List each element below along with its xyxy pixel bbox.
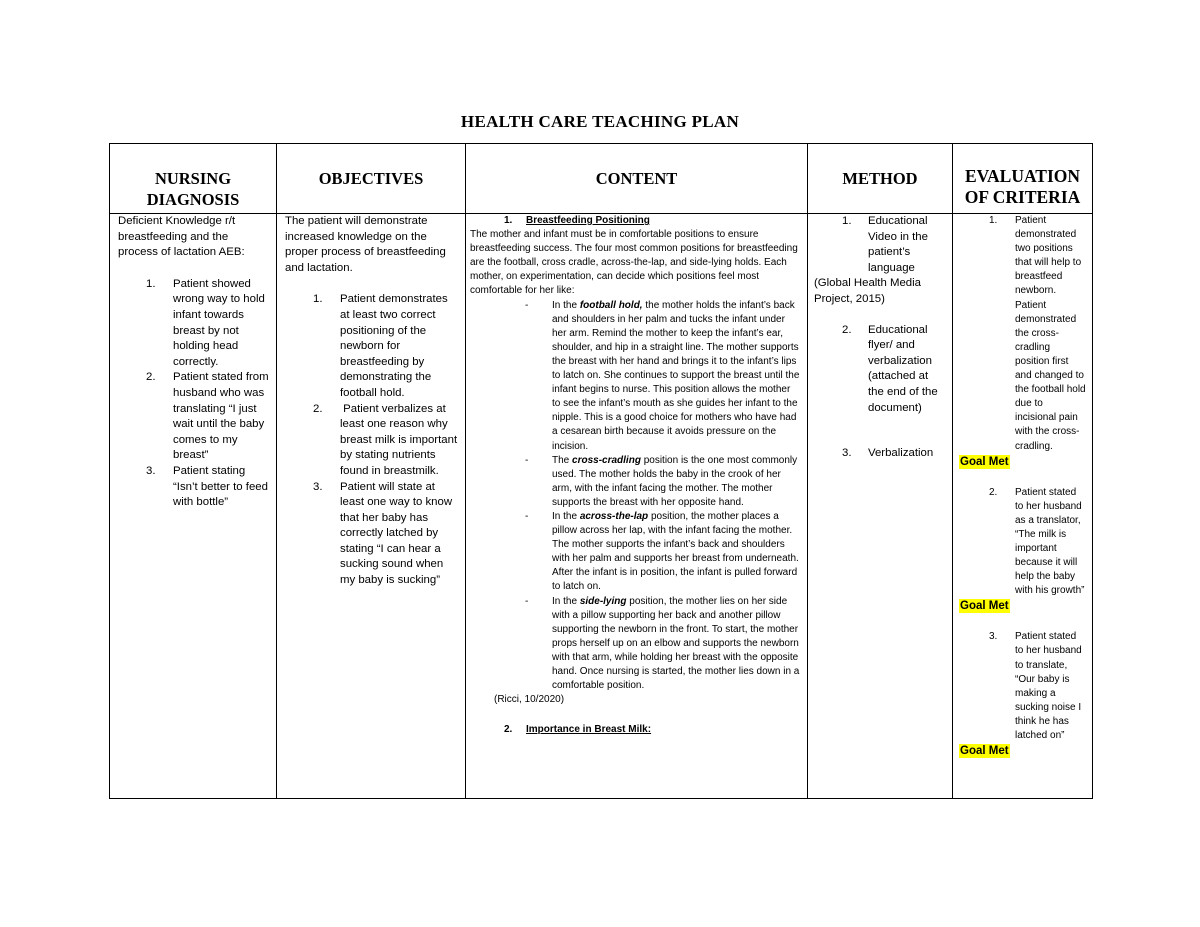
item-text: Verbalization (868, 447, 934, 460)
objectives-list (285, 292, 459, 588)
goal-met-badge: Goal Met (960, 455, 1009, 468)
item-text: Educational Video in the patient’s language (868, 215, 928, 274)
item-text: Educational flyer/ and verbalization (attached at the end of the document) (868, 323, 938, 414)
content-bullet-list (498, 299, 801, 694)
item-text: Patient verbalizes at least one reason why breast milk is important by stating nutrients found in breastmilk. (340, 402, 461, 477)
method-list-3 (814, 446, 946, 462)
method-cell (808, 214, 953, 799)
evaluation-item (959, 630, 1086, 743)
item-number: 1. (842, 215, 852, 227)
item-text: Patient stated from husband who was translating “I just wait until the baby comes to my breast” (173, 371, 269, 462)
objectives-cell (277, 214, 466, 799)
item-text: Patient stated to her husband to translate, “Our baby is making a sucking noise I think he has latched on” (1015, 631, 1082, 741)
bullet-pre: In the (552, 299, 580, 311)
item-number: 1. (313, 293, 323, 306)
diagnosis-cell (110, 214, 277, 799)
item-text: Patient stating “Isn’t better to feed with bottle” (173, 464, 268, 509)
method-citation: (Global Health Media Project, 2015) (814, 277, 921, 305)
content-paragraph: The mother and infant must be in comfortable positions to ensure breastfeeding success. The four most common positions for breastfeeding are the football, cross cradle, across-the-lap, and side-lying holds. Each mother, on experimentation, can decide which positions feel most comfortable for her like: (470, 229, 798, 297)
item-number: 3. (146, 464, 156, 477)
bullet-term: side-lying (579, 595, 627, 607)
item-text: Patient will state at least one way to know that her baby has correctly latched by stating “I can hear a sucking sound when my baby is sucking” (340, 480, 453, 587)
bullet-term: football hold, (579, 299, 643, 311)
diagnosis-list (118, 277, 270, 511)
objective-item (285, 292, 459, 401)
evaluation-list-2 (959, 486, 1086, 599)
page-title: HEALTH CARE TEACHING PLAN (460, 112, 740, 131)
item-number: 2. (146, 371, 156, 384)
item-text: Patient demonstrated two positions that will help to breastfeed newborn. Patient demonstrated the cross-cradling position first and changed to the football hold due to incisional pain with the cross-cradling. (1015, 215, 1086, 452)
bullet-pre: In the (552, 595, 580, 607)
item-number: 3. (313, 480, 323, 493)
body-row (110, 214, 1093, 799)
bullet-dash: - (525, 595, 529, 607)
section-title: Importance in Breast Milk: (526, 724, 652, 736)
bullet-post: position, the mother places a pillow across her lap, with the infant facing the mother. The mother supports the infant’s back and shoulders with her palm and supports her breast from underneath. After the infant is in position, the infant is pulled forward to latch on. (552, 510, 799, 593)
diagnosis-item (118, 277, 270, 371)
goal-met-badge: Goal Met (960, 600, 1009, 613)
evaluation-list (959, 214, 1086, 454)
diagnosis-item (118, 464, 270, 511)
section-number: 1. (504, 215, 513, 226)
item-number: 3. (989, 631, 998, 643)
header-objectives: OBJECTIVES (277, 144, 466, 214)
header-nursing-diagnosis: NURSING DIAGNOSIS (110, 144, 277, 214)
item-number: 2. (989, 486, 998, 498)
item-number: 2. (842, 323, 852, 336)
header-method: METHOD (808, 144, 953, 214)
bullet-pre: In the (552, 510, 580, 522)
content-cell (466, 214, 808, 799)
header-content: CONTENT (466, 144, 808, 214)
method-list-2 (814, 323, 946, 417)
evaluation-cell (953, 214, 1093, 799)
diagnosis-item (118, 370, 270, 464)
content-section-1-heading (466, 214, 801, 228)
content-bullet (525, 299, 801, 454)
bullet-term: cross-cradling (572, 454, 641, 466)
item-text: Patient demonstrates at least two correct positioning of the newborn for breastfeeding by demonstrating the football hold. (340, 293, 448, 399)
bullet-pre: The (552, 454, 573, 466)
header-row (110, 144, 1093, 214)
item-text: Patient showed wrong way to hold infant towards breast by not holding head correctly. (173, 277, 265, 368)
objective-item (285, 480, 459, 589)
evaluation-item (959, 486, 1086, 599)
diagnosis-intro: Deficient Knowledge r/t breastfeeding and the process of lactation AEB: (118, 215, 245, 259)
content-bullet (525, 595, 801, 694)
content-citation: (Ricci, 10/2020) (494, 694, 565, 706)
bullet-term: across-the-lap (579, 510, 649, 522)
content-bullet (525, 510, 801, 595)
item-number: 1. (146, 277, 156, 290)
bullet-dash: - (525, 299, 529, 311)
evaluation-item (959, 214, 1086, 454)
content-section-2-heading (466, 723, 801, 737)
header-evaluation: EVALUATION OF CRITERIA (953, 144, 1093, 214)
evaluation-list-3 (959, 630, 1086, 743)
objectives-intro: The patient will demonstrate increased knowledge on the proper process of breastfeeding and lactation. (285, 215, 446, 274)
item-number: 3. (842, 447, 852, 460)
item-text: Patient stated to her husband as a translator, “The milk is important because it will help the baby with his growth” (1015, 486, 1085, 597)
content-bullet (525, 454, 801, 510)
objective-item (285, 402, 459, 480)
bullet-post: position is the one most commonly used. The mother holds the baby in the crook of her arm, with the infant facing the mother. The mother supports the breast with her opposite hand. (552, 454, 798, 508)
method-item (814, 446, 946, 462)
bullet-dash: - (525, 454, 529, 466)
section-title: Breastfeeding Positioning (526, 215, 650, 226)
bullet-post: the mother holds the infant’s back and shoulders in her palm and tucks the infant under her arm. Remind the mother to keep the infant’s ear, shoulder, and hip in a straight line. The mother supports the breast with her hand and brings it to the infant’s lips to latch on. She continues to support the breast until the infant begins to nurse. This position allows the mother to see the infant’s mouth as she guides her infant to the nipple. This is a good choice for mothers who have had a cesarean birth because it avoids pressure on the incision. (552, 299, 800, 452)
item-number: 2. (313, 402, 323, 415)
goal-met-badge: Goal Met (960, 745, 1009, 758)
method-item (814, 323, 946, 417)
bullet-dash: - (525, 510, 529, 522)
section-number: 2. (504, 724, 513, 736)
teaching-plan-table (109, 143, 1093, 799)
method-item (814, 214, 946, 276)
bullet-post: position, the mother lies on her side with a pillow supporting her back and another pillow supporting the newborn in the front. To start, the mother props herself up on an elbow and supports the newborn with that arm, while holding her breast with the opposite hand. Once nursing is started, the mother lies down in a comfortable position. (552, 595, 800, 692)
method-list (814, 214, 946, 276)
item-number: 1. (989, 215, 998, 226)
